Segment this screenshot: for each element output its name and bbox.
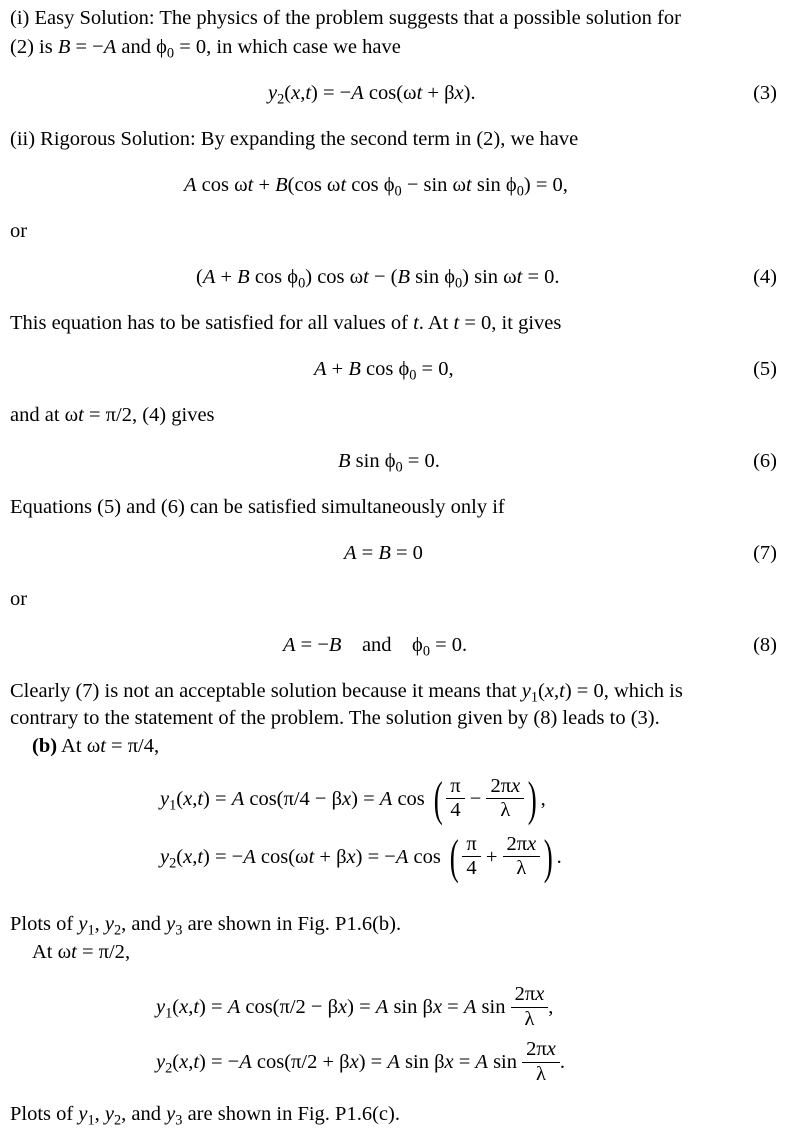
fraction-2pix-over-lambda: $\frac{2\pi x}{\lambda}$: [488, 776, 522, 822]
text: , and: [121, 1103, 167, 1125]
math-b-eq-neg-a: B = −A: [57, 36, 117, 58]
text: Plots of: [10, 1103, 79, 1125]
math-y3: $y_3$: [166, 913, 183, 939]
equation-number-8: (8): [753, 634, 777, 656]
equation-y1-pi-4: $y_1(x,t) = A$ cos(π/4 − βx) = A cos ( $\frac{\pi}{4}$ − $\frac{2\pi x}{\lambda}$ ) ,: [160, 771, 546, 826]
equation-8: A = −B and $\phi_0 = 0$.: [283, 634, 468, 660]
text: At: [57, 735, 87, 757]
text: At: [32, 941, 58, 963]
paragraph-simultaneously: Equations (5) and (6) can be satisfied simultaneously only if: [10, 496, 505, 518]
text: , and: [121, 913, 167, 935]
math-omega-t-pi-2: ωt = π/2: [64, 404, 132, 426]
text: , in which case we have: [206, 36, 401, 58]
paragraph-rigorous-solution: (ii) Rigorous Solution: By expanding the second term in (2), we have: [10, 128, 579, 150]
math-t: t: [413, 312, 419, 334]
equation-3: $y_2(x,t) = -A$ cos(ωt + βx).: [268, 82, 476, 108]
paren-left: (: [433, 771, 443, 826]
text: , it gives: [491, 312, 562, 334]
equation-expanded: A cos ωt + B(cos ωt $\cos \phi_0 - \sin \omega t$ $\sin \phi_0) = 0$,: [184, 174, 568, 200]
text: ,: [94, 1103, 105, 1125]
equation-4: (A + B $\cos \phi_0$) cos ωt − (B $\sin \phi_0$) sin ωt = 0.: [196, 266, 560, 292]
fraction-2pix-over-lambda: $\frac{2\pi x}{\lambda}$: [524, 1039, 558, 1085]
text: This equation has to be satisfied for all values of: [10, 312, 414, 334]
paragraph-easy-solution-line1: (i) Easy Solution: The physics of the problem suggests that a possible solution for: [10, 7, 681, 29]
math-phi0-eq-0: $\phi_0 = 0$: [156, 36, 207, 62]
paragraph-easy-solution-line2: [10, 35, 401, 62]
equation-5: A + B $\cos \phi_0 = 0$,: [314, 358, 454, 384]
equation-7: A = B = 0: [344, 542, 423, 564]
paragraph-clearly-line1: [10, 679, 683, 706]
text: and: [116, 36, 157, 58]
paren-left: (: [449, 829, 459, 884]
fraction-2pix-over-lambda: $\frac{2\pi x}{\lambda}$: [513, 984, 547, 1030]
text: (2) is: [10, 36, 58, 58]
text: are shown in Fig. P1.6(c).: [182, 1103, 400, 1125]
text: ,: [124, 941, 131, 963]
equation-number-3: (3): [753, 82, 777, 104]
paren-right: ): [527, 771, 537, 826]
text: , (4) gives: [131, 404, 215, 426]
text-or-1: or: [10, 220, 28, 242]
text: Clearly (7) is not an acceptable solution because it means that: [10, 680, 522, 702]
text: and at: [10, 404, 65, 426]
text-or-2: or: [10, 588, 28, 610]
paragraph-part-b: [32, 734, 159, 758]
math-omega-t-pi-2: ωt = π/2: [57, 941, 125, 963]
label-part-b: (b): [32, 735, 58, 757]
text: ,: [94, 913, 105, 935]
paragraph-at-pi-2: [32, 940, 130, 964]
math-y3: $y_3$: [166, 1103, 183, 1129]
equation-number-5: (5): [753, 358, 777, 380]
math-y2: $y_2$: [104, 913, 122, 939]
fraction-2pix-over-lambda: $\frac{2\pi x}{\lambda}$: [505, 834, 539, 880]
paragraph-and-at: [10, 403, 215, 427]
equation-number-7: (7): [753, 542, 777, 564]
equation-y2-pi-4: $y_2(x,t) = -A$ cos(ωt + βx) = −A cos ( $\frac{\pi}{4}$ + $\frac{2\pi x}{\lambda}$ ) .: [160, 829, 562, 884]
equation-y2-pi-2: $y_2(x,t) = -A$ cos(π/2 + βx) = A sin βx = A sin $\frac{2\pi x}{\lambda}$ .: [156, 1038, 565, 1085]
text: ,: [154, 735, 160, 757]
math-t-eq-0: t = 0: [453, 312, 492, 334]
paragraph-plots-b: [10, 912, 402, 939]
math-y1: $y_1$: [78, 913, 95, 939]
math-y1-eq-0: $y_1(x,t) = 0$: [521, 680, 604, 706]
equation-number-6: (6): [753, 450, 777, 472]
paragraph-plots-c: [10, 1102, 400, 1129]
paragraph-all-values: [10, 311, 561, 335]
fraction-pi-over-4: $\frac{\pi}{4}$: [448, 776, 462, 822]
text: are shown in Fig. P1.6(b).: [182, 913, 402, 935]
equation-number-4: (4): [753, 266, 777, 288]
equation-6: B $\sin \phi_0 = 0$.: [338, 450, 440, 476]
paragraph-clearly-line2: contrary to the statement of the problem. The solution given by (8) leads to (3).: [10, 707, 660, 729]
math-y1: $y_1$: [78, 1103, 95, 1129]
fraction-pi-over-4: $\frac{\pi}{4}$: [464, 834, 478, 880]
math-omega-t-pi-4: ωt = π/4: [86, 735, 154, 757]
text: Plots of: [10, 913, 79, 935]
text: , which is: [603, 680, 683, 702]
math-y2: $y_2$: [104, 1103, 122, 1129]
text: . At: [418, 312, 454, 334]
paren-right: ): [543, 829, 553, 884]
equation-y1-pi-2: $y_1(x,t) = A$ cos(π/2 − βx) = A sin βx = A sin $\frac{2\pi x}{\lambda}$ ,: [156, 983, 554, 1030]
